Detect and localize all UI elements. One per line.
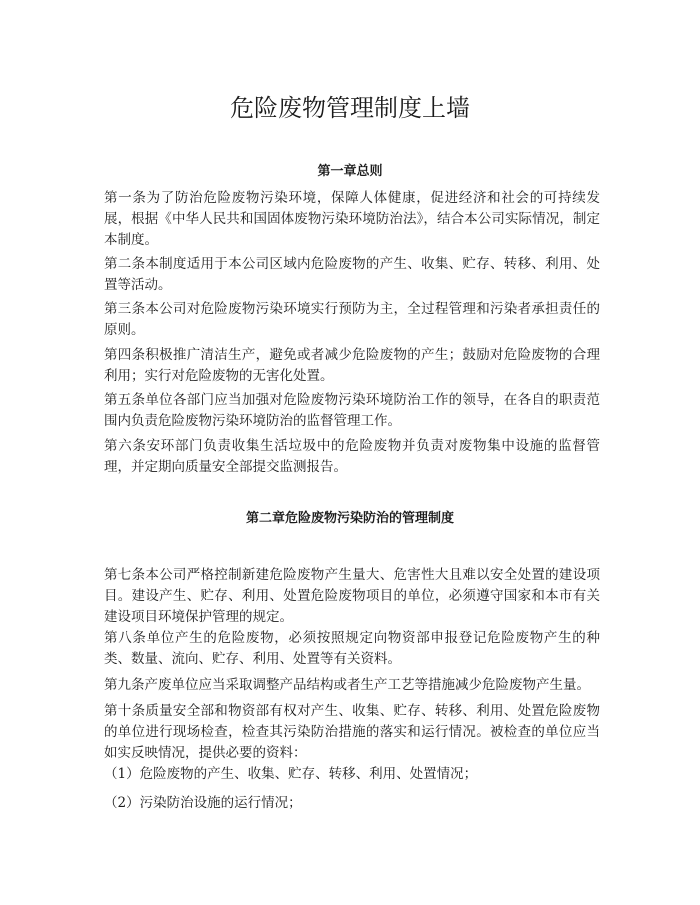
article-8: 第八条单位产生的危险废物，必须按照规定向物资部申报登记危险废物产生的种类、数量、流向、贮存、利用、处置等有关资料。 [104, 630, 600, 667]
article-5: 第五条单位各部门应当加强对危险废物污染环境防治工作的领导，在各自的职责范围内负责危险废物污染环境防治的监督管理工作。 [104, 392, 600, 429]
list-item-2: （2）污染防治设施的运行情况； [104, 795, 302, 811]
article-1: 第一条为了防治危险废物污染环境，保障人体健康，促进经济和社会的可持续发展，根据《中华人民共和国固体废物污染环境防治法》，结合本公司实际情况，制定本制度。 [104, 190, 600, 248]
article-3: 第三条本公司对危险废物污染环境实行预防为主，全过程管理和污染者承担责任的原则。 [104, 301, 600, 338]
article-2: 第二条本制度适用于本公司区域内危险废物的产生、收集、贮存、转移、利用、处置等活动。 [104, 256, 600, 293]
article-6: 第六条安环部门负责收集生活垃圾中的危险废物并负责对废物集中设施的监督管理，并定期向质量安全部提交监测报告。 [104, 438, 600, 475]
list-item-1: （1）危险废物的产生、收集、贮存、转移、利用、处置情况； [104, 766, 478, 782]
article-4: 第四条积极推广清洁生产，避免或者减少危险废物的产生；鼓励对危险废物的合理利用；实行对危险废物的无害化处置。 [104, 347, 600, 384]
article-7: 第七条本公司严格控制新建危险废物产生量大、危害性大且难以安全处置的建设项目。建设产生、贮存、利用、处置危险废物项目的单位，必须遵守国家和本市有关建设项目环境保护管理的规定。 [104, 567, 600, 625]
article-10: 第十条质量安全部和物资部有权对产生、收集、贮存、转移、利用、处置危险废物的单位进行现场检查，检查其污染防治措施的落实和运行情况。被检查的单位应当如实反映情况，提供必要的资料： [104, 703, 600, 761]
article-9: 第九条产废单位应当采取调整产品结构或者生产工艺等措施减少危险废物产生量。 [104, 677, 590, 693]
chapter-2-heading: 第二章危险废物污染防治的管理制度 [245, 511, 454, 526]
chapter-1-heading: 第一章总则 [317, 164, 383, 179]
document-title: 危险废物管理制度上墙 [230, 94, 470, 122]
